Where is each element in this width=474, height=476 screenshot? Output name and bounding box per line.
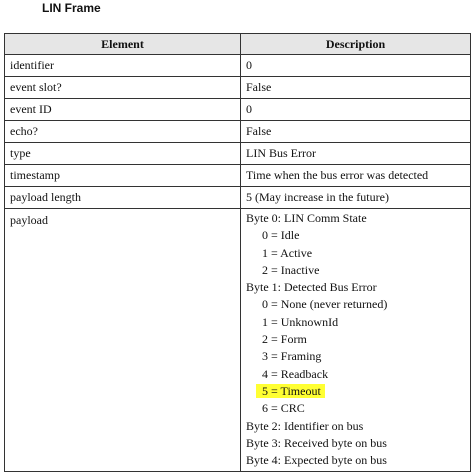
table-row	[5, 121, 471, 143]
payload-line: Byte 0: LIN Comm State	[246, 211, 367, 225]
table-row	[5, 143, 471, 165]
payload-line: 1 = Active	[262, 245, 313, 260]
payload-line-highlighted	[246, 383, 465, 400]
table-row-payload	[5, 209, 471, 472]
description-cell: False	[241, 121, 471, 143]
payload-line: 0 = None (never returned)	[262, 297, 388, 312]
description-cell: LIN Bus Error	[241, 143, 471, 165]
element-cell: echo?	[5, 121, 241, 143]
element-cell: event ID	[5, 99, 241, 121]
header-description: Description	[241, 34, 471, 55]
payload-line: 2 = Inactive	[262, 262, 320, 277]
description-cell: 0	[241, 55, 471, 77]
element-cell: payload	[5, 209, 241, 472]
description-cell: 5 (May increase in the future)	[241, 187, 471, 209]
payload-line: 3 = Framing	[262, 349, 322, 364]
table-header-row	[5, 34, 471, 55]
payload-line: 2 = Form	[262, 332, 307, 347]
lin-frame-table	[4, 33, 471, 472]
table-row	[5, 99, 471, 121]
highlight-mark: 5 = Timeout	[256, 384, 325, 398]
payload-description-cell	[241, 209, 471, 472]
payload-line: 1 = UnknownId	[262, 314, 339, 329]
table-row	[5, 55, 471, 77]
payload-line: Byte 1: Detected Bus Error	[246, 280, 377, 295]
description-cell: 0	[241, 99, 471, 121]
description-cell: Time when the bus error was detected	[241, 165, 471, 187]
element-cell: payload length	[5, 187, 241, 209]
description-cell: False	[241, 77, 471, 99]
element-cell: identifier	[5, 55, 241, 77]
payload-line: Byte 2: Identifier on bus	[246, 418, 364, 433]
payload-line: 6 = CRC	[262, 401, 305, 416]
table-row	[5, 165, 471, 187]
payload-line: 0 = Idle	[262, 228, 300, 243]
header-element: Element	[5, 34, 241, 55]
section-heading: LIN Frame	[42, 1, 101, 15]
payload-line: Byte 4: Expected byte on bus	[246, 453, 387, 468]
element-cell: type	[5, 143, 241, 165]
table-row	[5, 187, 471, 209]
payload-line: 4 = Readback	[262, 366, 329, 381]
element-cell: event slot?	[5, 77, 241, 99]
payload-line: Byte 3: Received byte on bus	[246, 435, 387, 450]
table-row	[5, 77, 471, 99]
element-cell: timestamp	[5, 165, 241, 187]
